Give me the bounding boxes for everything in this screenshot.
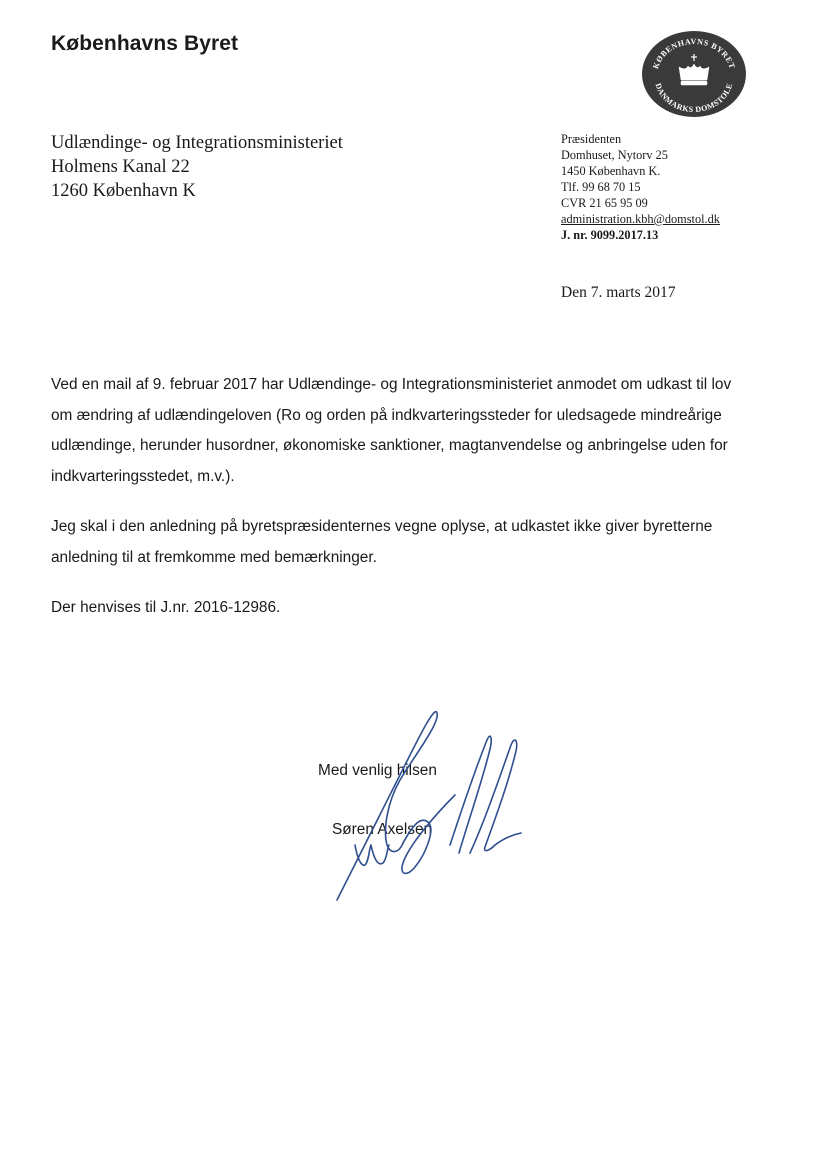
case-number: J. nr. 9099.2017.13 — [561, 228, 659, 242]
body-paragraph-1: Ved en mail af 9. februar 2017 har Udlændinge- og Integrationsministeriet anmodet om udkast til lov om ændring af udlændingeloven (Ro og orden på indkvarteringssteder for uledsagede mindreårige udlændinge, herunder husordner, økonomiske sanktioner, magtanvendelse og anbringelse uden for indkvarteringsstedet, m.v.). — [51, 376, 732, 485]
recipient-street: Holmens Kanal 22 — [51, 157, 190, 177]
recipient-city: 1260 København K — [51, 181, 196, 201]
body-paragraph-2: Jeg skal i den anledning på byretspræsidenternes vegne oplyse, at udkastet ikke giver byretterne anledning til at fremkomme med bemærkninger. — [51, 518, 713, 566]
handwritten-signature — [325, 695, 525, 910]
sender-title: Præsidenten — [561, 132, 622, 146]
signer-name: Søren Axelsen — [332, 821, 433, 838]
sender-phone: Tlf. 99 68 70 15 — [561, 180, 641, 194]
court-seal-logo — [641, 30, 747, 118]
recipient-address — [51, 131, 343, 203]
sender-email-link[interactable]: administration.kbh@domstol.dk — [561, 212, 720, 226]
sender-postal: 1450 København K. — [561, 164, 661, 178]
sender-cvr: CVR 21 65 95 09 — [561, 196, 648, 210]
seal-top-text: KØBENHAVNS BYRET — [651, 36, 737, 71]
body-paragraph-3: Der henvises til J.nr. 2016-12986. — [51, 599, 281, 616]
sender-address: Domhuset, Nytorv 25 — [561, 148, 668, 162]
sender-info — [561, 131, 720, 243]
closing-greeting: Med venlig hilsen — [318, 762, 437, 779]
letter-date: Den 7. marts 2017 — [561, 284, 676, 301]
seal-bottom-text: DANMARKS DOMSTOLE — [653, 82, 735, 115]
recipient-name: Udlændinge- og Integrationsministeriet — [51, 133, 343, 153]
court-name: Københavns Byret — [51, 32, 239, 55]
